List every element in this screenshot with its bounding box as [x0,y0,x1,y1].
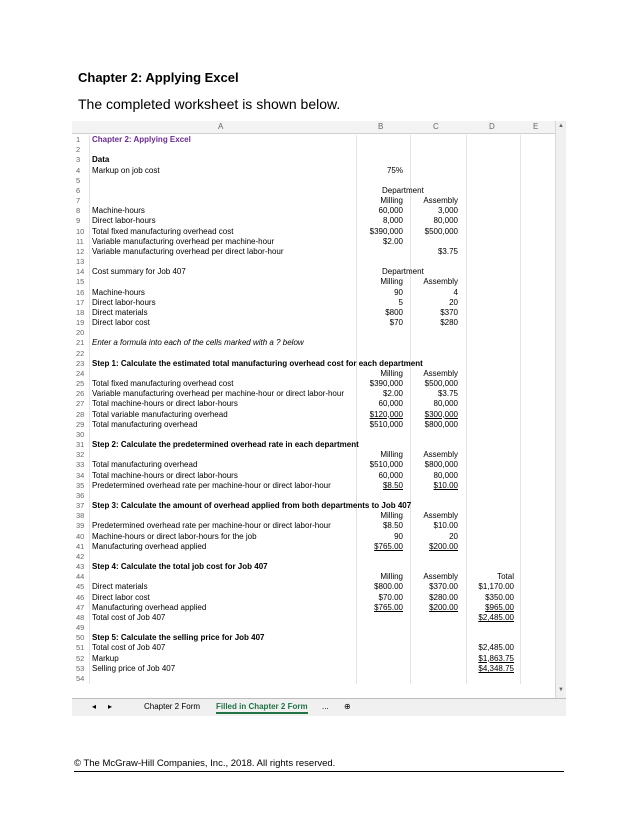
row-number: 49 [76,623,85,632]
sheet-row[interactable] [72,460,547,470]
cell-a[interactable]: Machine-hours or direct labor-hours for the job [92,531,257,541]
footer-rule [74,771,564,772]
sheet-row[interactable] [72,633,547,643]
cell-a[interactable]: Data [92,155,110,165]
cell-b[interactable]: 60,000 [378,399,403,409]
cell-b[interactable]: 8,000 [382,216,403,226]
row-number: 50 [76,633,85,643]
row-number: 3 [76,155,81,165]
sheet-row[interactable] [72,145,547,155]
cell-c[interactable]: Assembly [423,450,458,460]
cell-c[interactable]: 80,000 [433,470,458,480]
cell-c[interactable]: $280 [440,318,458,327]
cell-a[interactable]: Step 3: Calculate the amount of overhead applied from both departments to Job 407 [92,501,412,510]
row-number: 40 [76,531,85,541]
cell-c[interactable]: $800,000 [424,419,458,429]
add-sheet-icon[interactable]: ⊕ [344,702,351,711]
row-number: 15 [76,277,85,287]
row-number: 5 [76,175,81,185]
cell-a[interactable]: Enter a formula into each of the cells marked with a ? below [92,338,304,348]
sheet-row[interactable] [72,613,547,623]
sheet-row[interactable] [72,511,547,521]
row-number: 19 [76,318,85,327]
row-number: 21 [76,338,85,348]
cell-c[interactable]: $370 [440,307,458,317]
cell-b[interactable]: $120,000 [369,409,403,419]
sheet-row[interactable] [72,349,547,359]
cell-d[interactable]: $965.00 [485,602,514,612]
cell-c[interactable]: 3,000 [437,206,458,216]
sheet-row[interactable] [72,176,547,186]
cell-d[interactable]: $350.00 [485,592,514,602]
sheet-row[interactable] [72,328,547,338]
cell-b[interactable]: $800 [385,307,403,317]
row-number: 39 [76,521,85,531]
tab-filled-in-chapter-2-form[interactable]: Filled in Chapter 2 Form [216,702,308,714]
row-number: 41 [76,541,85,551]
row-number: 12 [76,246,85,256]
row-number: 27 [76,399,85,409]
sheet-row[interactable] [72,623,547,633]
sheet-row[interactable] [72,186,547,196]
sheet-row[interactable] [72,227,547,237]
sheet-row[interactable] [72,593,547,603]
cell-a[interactable]: Step 4: Calculate the total job cost for Job 407 [92,562,268,571]
cell-b[interactable]: 60,000 [378,206,403,216]
cell-b[interactable]: Milling [380,196,403,205]
sheet-row[interactable] [72,481,547,491]
cell-a[interactable]: Step 1: Calculate the estimated total manufacturing overhead cost for each department [92,358,423,368]
row-number: 31 [76,440,85,449]
copyright-footer: © The McGraw-Hill Companies, Inc., 2018. All rights reserved. [74,758,336,769]
cell-d[interactable]: $4,348.75 [478,663,514,673]
cell-a[interactable]: Variable manufacturing overhead per machine-hour or direct labor-hour [92,389,344,399]
row-number: 1 [76,135,81,144]
cell-b[interactable]: 90 [394,531,403,541]
cell-b[interactable]: 5 [398,297,403,307]
sheet-row[interactable] [72,664,547,674]
sheet-row[interactable] [72,166,547,176]
row-number: 11 [76,236,84,246]
sheet-row[interactable] [72,277,547,287]
cell-a[interactable]: Total fixed manufacturing overhead cost [92,379,234,388]
cell-a[interactable]: Manufacturing overhead applied [92,602,207,612]
cell-a[interactable]: Selling price of Job 407 [92,663,176,673]
sheet-row[interactable] [72,501,547,511]
cell-c[interactable]: $3.75 [437,246,458,256]
cell-a[interactable]: Total cost of Job 407 [92,643,166,653]
sheet-row[interactable] [72,206,547,216]
row-number: 22 [76,348,85,358]
cell-a[interactable]: Direct labor cost [92,592,150,602]
cell-c[interactable]: 80,000 [433,216,458,226]
cell-a[interactable]: Total cost of Job 407 [92,612,166,622]
sheet-row[interactable] [72,216,547,226]
cell-c[interactable]: Assembly [423,196,458,205]
sheet-row[interactable] [72,359,547,369]
cell-a[interactable]: Step 2: Calculate the predetermined overhead rate in each department [92,440,359,449]
sheet-row[interactable] [72,450,547,460]
cell-a[interactable]: Machine-hours [92,206,145,216]
cell-a[interactable]: Variable manufacturing overhead per direct labor-hour [92,246,284,256]
department-header[interactable]: Department [382,267,424,277]
cell-c[interactable]: 4 [453,287,458,297]
row-number: 13 [76,257,85,266]
cell-b[interactable]: $2.00 [382,236,403,246]
tab-more-icon[interactable]: ... [322,702,329,711]
sheet-row[interactable] [72,379,547,389]
row-number: 16 [76,287,85,297]
cell-b[interactable]: Milling [380,511,403,521]
sheet-row[interactable] [72,318,547,328]
cell-d[interactable]: $2,485.00 [478,643,514,653]
row-number: 10 [76,226,85,236]
cell-a[interactable]: Variable manufacturing overhead per machine-hour [92,236,275,246]
sheet-row[interactable] [72,562,547,572]
cell-c[interactable]: $500,000 [424,226,458,236]
row-number: 47 [76,602,85,612]
cell-a[interactable]: Total manufacturing overhead [92,460,198,470]
cell-a[interactable]: Machine-hours [92,287,145,297]
sheet-row[interactable] [72,420,547,430]
cell-b[interactable]: $765.00 [374,602,403,612]
row-number: 2 [76,145,81,155]
row-number: 18 [76,307,85,317]
sheet-row[interactable] [72,257,547,267]
cell-a[interactable]: Direct labor cost [92,318,150,327]
sheet-row[interactable] [72,603,547,613]
vertical-scrollbar[interactable] [555,121,566,698]
scroll-up-icon[interactable]: ▲ [558,123,564,129]
sheet-row[interactable] [72,308,547,318]
sheet-row[interactable] [72,521,547,531]
row-number: 4 [76,165,81,175]
cell-c[interactable]: $3.75 [437,389,458,399]
sheet-row[interactable] [72,532,547,542]
tab-prev-icon[interactable]: ◂ [92,702,97,711]
cell-c[interactable]: $200.00 [429,541,458,551]
cell-d[interactable]: Total [497,572,514,582]
row-number: 7 [76,196,81,205]
column-header-c[interactable]: C [433,122,439,131]
row-number: 14 [76,267,85,277]
cell-a[interactable]: Total manufacturing overhead [92,419,198,429]
sheet-row[interactable] [72,542,547,552]
column-header-bar [72,121,566,134]
row-number: 9 [76,216,81,226]
cell-grid[interactable] [72,135,566,684]
cell-c[interactable]: $370.00 [429,582,458,592]
sheet-row[interactable] [72,674,547,684]
cell-a[interactable]: Step 5: Calculate the selling price for Job 407 [92,633,265,643]
sheet-row[interactable] [72,155,547,165]
cell-c[interactable]: Assembly [423,572,458,582]
cell-b[interactable]: Milling [380,450,403,460]
sheet-row[interactable] [72,267,547,277]
cell-b[interactable]: $70 [389,318,403,327]
sheet-row[interactable] [72,196,547,206]
tab-chapter-2-form[interactable]: Chapter 2 Form [144,702,201,711]
row-number: 38 [76,511,85,521]
sheet-row[interactable] [72,237,547,247]
cell-d[interactable]: $1,863.75 [478,653,514,663]
cell-c[interactable]: Assembly [423,277,458,287]
cell-d[interactable]: $2,485.00 [478,612,514,622]
cell-a[interactable]: Total machine-hours or direct labor-hours [92,470,238,480]
sheet-row[interactable] [72,399,547,409]
sheet-tab-bar [72,698,566,716]
sheet-row[interactable] [72,338,547,348]
row-number: 8 [76,206,81,216]
cell-b[interactable]: $8.50 [382,521,403,531]
scroll-down-icon[interactable]: ▼ [558,687,564,693]
cell-b[interactable]: $8.50 [382,480,403,490]
cell-b[interactable]: Milling [380,277,403,287]
chapter-heading: Chapter 2: Applying Excel [78,70,239,85]
row-number: 46 [76,592,85,602]
cell-c[interactable]: $10.00 [433,480,458,490]
row-number: 29 [76,419,85,429]
cell-a[interactable]: Total fixed manufacturing overhead cost [92,226,234,236]
sheet-row[interactable] [72,643,547,653]
cell-b[interactable]: Milling [380,368,403,378]
cell-a[interactable]: Direct materials [92,307,148,317]
row-number: 34 [76,470,85,480]
tab-next-icon[interactable]: ▸ [108,702,113,711]
cell-c[interactable]: 20 [449,297,458,307]
column-header-d[interactable]: D [489,122,495,131]
sheet-row[interactable] [72,654,547,664]
sheet-row[interactable] [72,135,547,145]
sheet-row[interactable] [72,572,547,582]
cell-a[interactable]: Manufacturing overhead applied [92,541,207,551]
cell-a[interactable]: Direct labor-hours [92,297,156,307]
row-number: 37 [76,501,85,510]
cell-c[interactable]: $800,000 [424,460,458,470]
spreadsheet-screenshot [72,121,566,715]
cell-c[interactable]: Assembly [423,511,458,521]
sheet-row[interactable] [72,440,547,450]
cell-a[interactable]: Markup [92,653,119,663]
row-number: 35 [76,480,85,490]
sheet-row[interactable] [72,298,547,308]
cell-b[interactable]: 60,000 [378,470,403,480]
sheet-row[interactable] [72,369,547,379]
cell-a[interactable]: Direct materials [92,582,148,592]
cell-b[interactable]: $390,000 [369,379,403,388]
row-number: 17 [76,297,85,307]
cell-a[interactable]: Markup on job cost [92,165,160,175]
row-number: 30 [76,429,85,439]
sheet-row[interactable] [72,410,547,420]
cell-c[interactable]: 20 [449,531,458,541]
row-number: 28 [76,409,85,419]
cell-a[interactable]: Predetermined overhead rate per machine-hour or direct labor-hour [92,521,331,531]
row-number: 45 [76,582,85,592]
cell-c[interactable]: $300,000 [424,409,458,419]
row-number: 33 [76,460,85,470]
row-number: 51 [76,643,85,653]
row-number: 25 [76,379,85,388]
row-number: 36 [76,490,85,500]
cell-b[interactable]: 90 [394,287,403,297]
sheet-row[interactable] [72,389,547,399]
row-number: 48 [76,612,85,622]
cell-b[interactable]: $800.00 [374,582,403,592]
cell-a[interactable]: Cost summary for Job 407 [92,267,186,277]
column-header-a[interactable]: A [218,122,224,131]
column-header-b[interactable]: B [378,122,384,131]
row-number: 24 [76,368,85,378]
cell-a[interactable]: Total variable manufacturing overhead [92,409,228,419]
cell-a[interactable]: Total machine-hours or direct labor-hours [92,399,238,409]
sheet-row[interactable] [72,491,547,501]
cell-b[interactable]: 75% [386,165,403,175]
sheet-row[interactable] [72,247,547,257]
row-number: 32 [76,450,85,460]
intro-text: The completed worksheet is shown below. [78,96,341,112]
cell-b[interactable]: $510,000 [369,419,403,429]
cell-c[interactable]: $500,000 [424,379,458,388]
row-number: 26 [76,389,85,399]
row-number: 42 [76,551,85,561]
column-header-e[interactable]: E [533,122,539,131]
cell-c[interactable]: $10.00 [433,521,458,531]
row-number: 44 [76,572,85,582]
cell-b[interactable]: $765.00 [374,541,403,551]
row-number: 52 [76,653,85,663]
cell-d[interactable]: $1,170.00 [478,582,514,592]
sheet-row[interactable] [72,552,547,562]
cell-b[interactable]: $70.00 [378,592,403,602]
cell-a[interactable]: Chapter 2: Applying Excel [92,135,191,144]
cell-b[interactable]: $510,000 [369,460,403,470]
cell-b[interactable]: $2.00 [382,389,403,399]
row-number: 43 [76,562,85,571]
sheet-row[interactable] [72,430,547,440]
cell-c[interactable]: $200.00 [429,602,458,612]
sheet-row[interactable] [72,288,547,298]
row-number: 20 [76,328,85,338]
cell-b[interactable]: $390,000 [369,226,403,236]
cell-c[interactable]: 80,000 [433,399,458,409]
sheet-row[interactable] [72,471,547,481]
cell-a[interactable]: Direct labor-hours [92,216,156,226]
cell-c[interactable]: Assembly [423,368,458,378]
row-number: 23 [76,358,85,368]
cell-a[interactable]: Predetermined overhead rate per machine-hour or direct labor-hour [92,480,331,490]
row-number: 54 [76,673,85,683]
sheet-row[interactable] [72,582,547,592]
cell-c[interactable]: $280.00 [429,592,458,602]
row-number: 6 [76,185,81,195]
cell-b[interactable]: Milling [380,572,403,582]
row-number: 53 [76,663,85,673]
department-header[interactable]: Department [382,185,424,195]
